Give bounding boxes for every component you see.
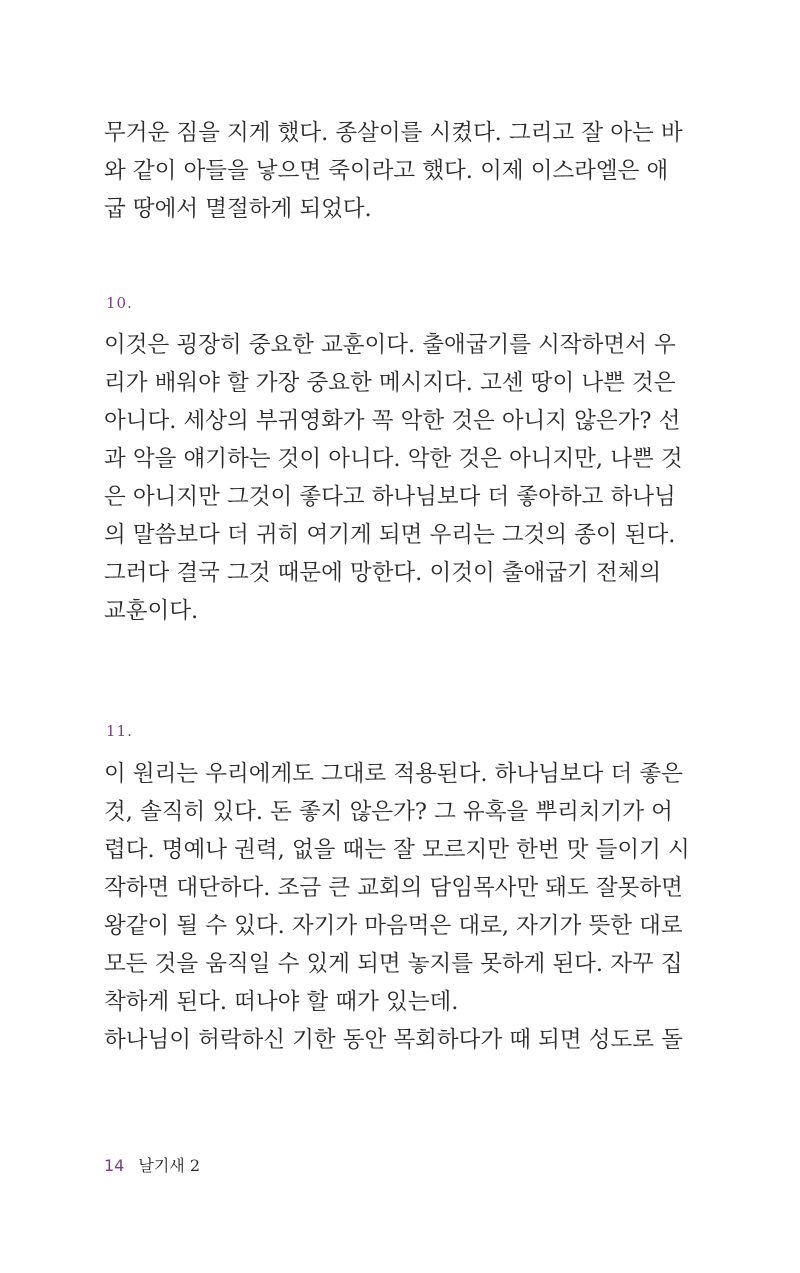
intro-paragraph [104,114,683,228]
text-line: 리가 배워야 할 가장 중요한 메시지다. 고센 땅이 나쁜 것은 [104,370,676,396]
text-line: 작하면 대단하다. 조금 큰 교회의 담임목사만 돼도 잘못하면 [104,875,683,901]
page-footer [104,1153,200,1176]
text-line: 굽 땅에서 멸절하게 되었다. [104,196,372,222]
text-line: 무거운 짐을 지게 했다. 종살이를 시켰다. 그리고 잘 아는 바 [104,120,683,146]
section-number-10: 10. [106,294,133,312]
text-line: 착하게 된다. 떠나야 할 때가 있는데. [104,989,459,1015]
text-line: 교훈이다. [104,598,199,624]
text-line: 의 말씀보다 더 귀히 여기게 되면 우리는 그것의 종이 된다. [104,522,676,548]
text-line: 아니다. 세상의 부귀영화가 꼭 악한 것은 아니지 않은가? 선 [104,408,681,434]
text-line: 그러다 결국 그것 때문에 망한다. 이것이 출애굽기 전체의 [104,560,662,586]
text-line: 하나님이 허락하신 기한 동안 목회하다가 때 되면 성도로 돌 [104,1027,683,1053]
text-line: 렵다. 명예나 권력, 없을 때는 잘 모르지만 한번 맛 들이기 시 [104,837,690,863]
section-10-paragraph [104,326,683,630]
text-line: 것, 솔직히 있다. 돈 좋지 않은가? 그 유혹을 뿌리치기가 어 [104,799,673,825]
text-line: 왕같이 될 수 있다. 자기가 마음먹은 대로, 자기가 뜻한 대로 [104,913,683,939]
text-line: 모든 것을 움직일 수 있게 되면 놓지를 못하게 된다. 자꾸 집 [104,951,683,977]
text-line: 과 악을 얘기하는 것이 아니다. 악한 것은 아니지만, 나쁜 것 [104,446,683,472]
section-11-paragraph [104,755,690,1059]
text-line: 와 같이 아들을 낳으면 죽이라고 했다. 이제 이스라엘은 애 [104,158,669,184]
book-title: 날기새 2 [138,1156,200,1175]
text-line: 이 원리는 우리에게도 그대로 적용된다. 하나님보다 더 좋은 [104,761,683,787]
text-line: 은 아니지만 그것이 좋다고 하나님보다 더 좋아하고 하나님 [104,484,676,510]
page-number: 14 [104,1156,125,1175]
section-number-11: 11. [106,722,133,740]
text-line: 이것은 굉장히 중요한 교훈이다. 출애굽기를 시작하면서 우 [104,332,676,358]
